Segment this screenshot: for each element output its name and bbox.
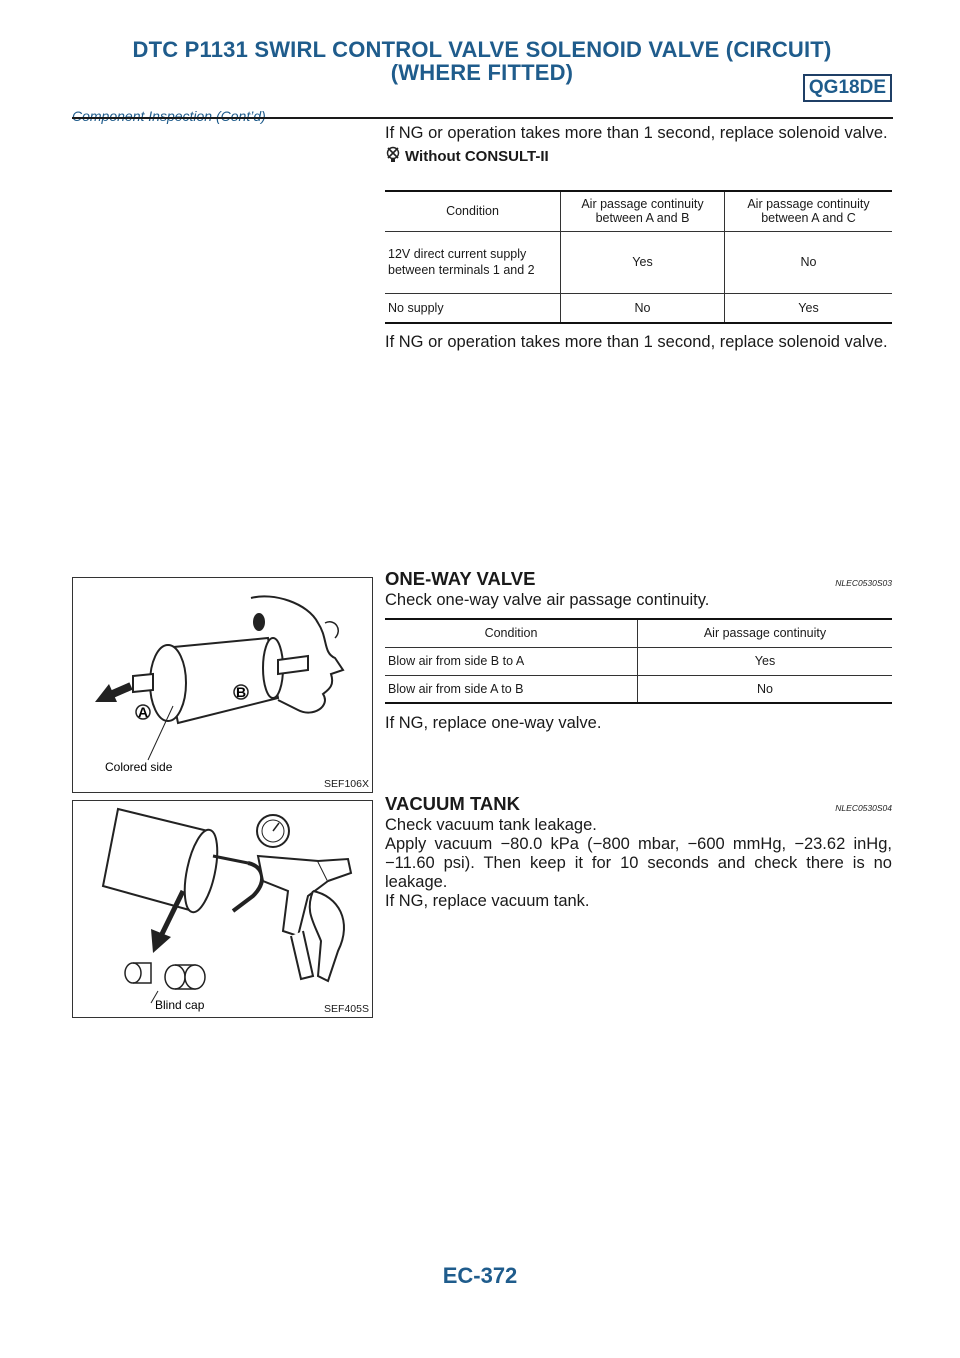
page-number: EC-372 [442,1263,518,1288]
solenoid-continuity-table [385,190,892,324]
one-way-valve-illustration [73,578,372,792]
table-row [385,647,892,675]
table-cell: No supply [385,293,561,323]
table-cell: No [725,231,893,293]
table-header-cell: Condition [385,191,561,231]
one-way-valve-section [385,568,892,733]
figure2-caption: SEF405S [324,1003,369,1015]
table-row [385,293,892,323]
page-title [72,38,892,84]
crossed-tool-icon [385,145,401,167]
table-header-cell: Air passage continuity [638,619,893,647]
vacuum-tank-line1: Check vacuum tank leakage. [385,816,597,834]
page-subtitle: Component Inspection (Cont’d) [72,108,266,124]
without-consult-label: Without CONSULT-II [405,147,549,165]
table-cell: Yes [561,231,725,293]
intro-block [385,124,892,167]
valve-label-b: B [236,684,247,700]
one-way-valve-code: NLEC0530S03 [835,578,892,588]
vacuum-tank-line3: If NG, replace vacuum tank. [385,892,590,910]
table-cell: Blow air from side B to A [385,647,638,675]
table-header-cell: Air passage continuity between A and C [725,191,893,231]
intro-text: If NG or operation takes more than 1 second, replace solenoid valve. [385,124,888,142]
vacuum-tank-title [385,793,892,815]
table-cell: No [561,293,725,323]
one-way-valve-after: If NG, replace one-way valve. [385,714,602,732]
model-badge: QG18DE [803,74,892,102]
table-header-cell: Air passage continuity between A and B [561,191,725,231]
page-title-line2: (WHERE FITTED) [390,60,574,85]
table-cell: Yes [725,293,893,323]
figure-vacuum-tank [72,800,373,1018]
valve-label-a: A [138,704,149,720]
vacuum-tank-section [385,793,892,911]
table1-block [385,190,892,324]
after-table1-block [385,333,892,352]
blind-cap-note: Blind cap [155,998,205,1012]
figure-one-way-valve [72,577,373,793]
figure1-caption: SEF106X [324,778,369,790]
table-row [385,231,892,293]
colored-side-note: Colored side [105,760,173,774]
vacuum-tank-title-text: VACUUM TANK [385,793,520,814]
table-header-row [385,619,892,647]
one-way-valve-table [385,618,892,704]
table-row [385,675,892,703]
table-cell: Blow air from side A to B [385,675,638,703]
table-cell: No [638,675,893,703]
page-header [72,37,892,124]
one-way-valve-title [385,568,892,590]
one-way-valve-intro: Check one-way valve air passage continuity. [385,591,710,609]
table-cell: 12V direct current supply between terminals 1 and 2 [385,231,561,293]
after-table1-text: If NG or operation takes more than 1 second, replace solenoid valve. [385,333,888,351]
vacuum-tank-illustration [73,801,372,1017]
table-cell: Yes [638,647,893,675]
header-divider [72,117,893,119]
page-title-line1: DTC P1131 SWIRL CONTROL VALVE SOLENOID VALVE (CIRCUIT) [132,37,832,62]
table-header-row [385,191,892,231]
one-way-valve-title-text: ONE-WAY VALVE [385,568,536,589]
vacuum-tank-code: NLEC0530S04 [835,803,892,813]
vacuum-tank-line2: Apply vacuum −80.0 kPa (−800 mbar, −600 mmHg, −23.62 inHg, −11.60 psi). Then keep it for 10 seconds and check there is no leakage. [385,835,892,891]
table-header-cell: Condition [385,619,638,647]
without-consult-heading [385,145,892,167]
